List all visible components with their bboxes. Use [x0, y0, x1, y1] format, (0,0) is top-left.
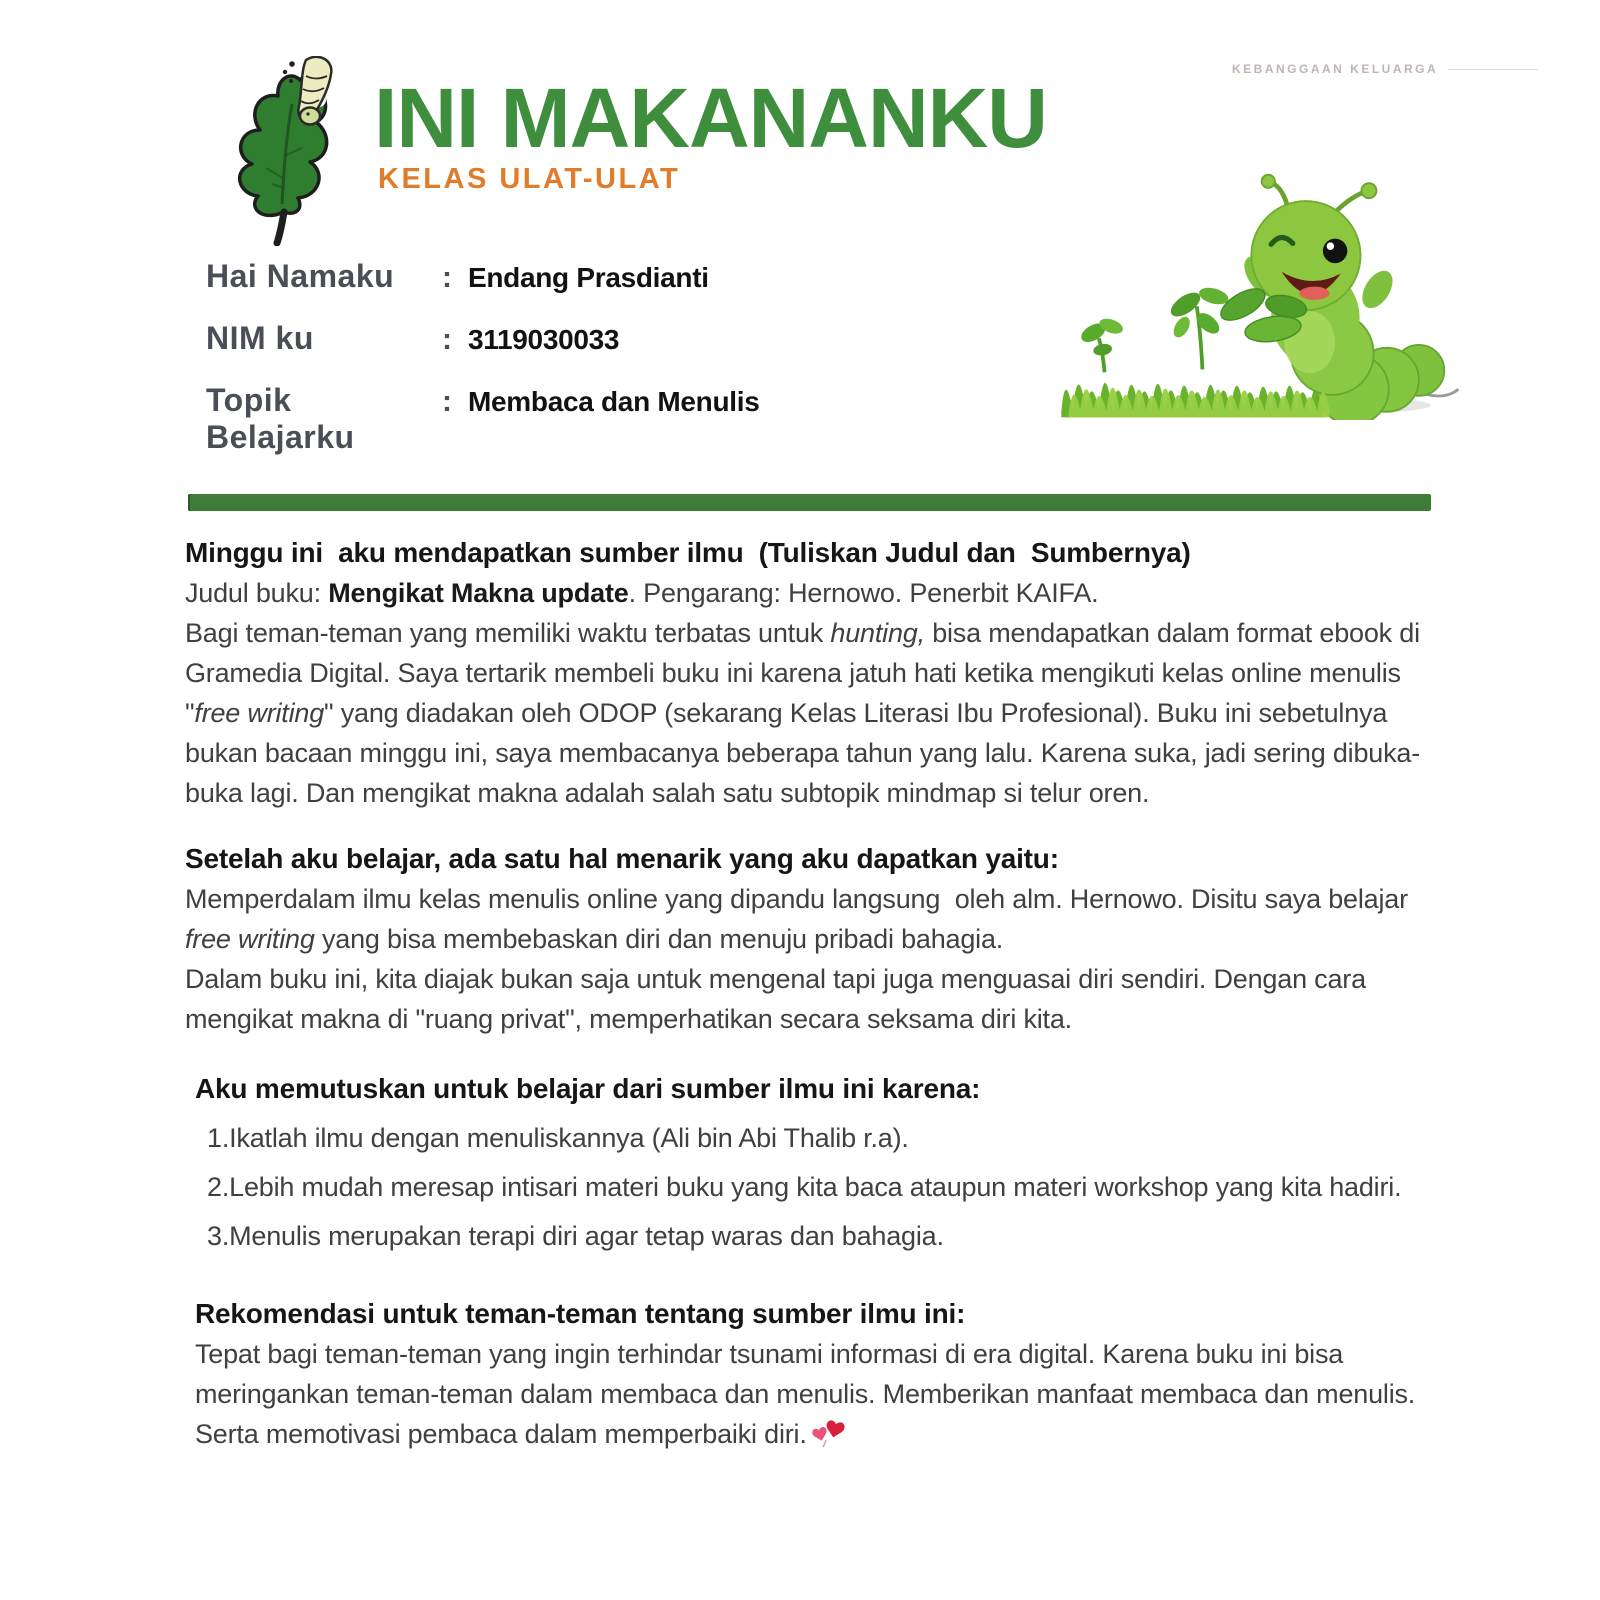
section-alasan-belajar [185, 1069, 1437, 1256]
section-heading: Rekomendasi untuk teman-teman tentang sumber ilmu ini: [195, 1298, 966, 1329]
two-hearts-icon [810, 1418, 847, 1448]
text-run: . Pengarang: Hernowo. Penerbit KAIFA. [628, 578, 1099, 608]
caterpillar-mascot [1050, 174, 1464, 420]
nim-value: 3119030033 [468, 324, 620, 355]
logo-text-block [374, 71, 1047, 196]
text-run: Bagi teman-teman yang memiliki waktu terbatas untuk [185, 618, 831, 648]
section-heading: Minggu ini aku mendapatkan sumber ilmu (Tuliskan Judul dan Sumbernya) [185, 537, 1191, 568]
section-sumber-ilmu [185, 533, 1437, 813]
book-title-bold: Mengikat Makna update [328, 578, 629, 608]
section-hal-menarik [185, 839, 1437, 1039]
text-run: " yang diadakan oleh ODOP (sekarang Kelas Literasi Ibu Profesional). Buku ini sebetulnya bukan bacaan minggu ini, saya membacanya beberapa tahun yang lalu. Karena suka, jadi sering dibuka-buka lagi. Dan mengikat makna adalah salah satu subtopik mindmap si telur oren. [185, 698, 1421, 808]
list-text: Ikatlah ilmu dengan menuliskannya (Ali bin Abi Thalib r.a). [229, 1123, 909, 1153]
field-row-nim [206, 320, 760, 357]
list-number: 1. [207, 1123, 230, 1153]
nim-colon: : [442, 323, 452, 356]
section-rekomendasi [185, 1294, 1437, 1454]
name-colon: : [442, 261, 452, 294]
italic-run: free writing [185, 924, 315, 954]
list-text: Lebih mudah meresap intisari materi buku yang kita baca ataupun materi workshop yang kita hadiri. [229, 1172, 1402, 1202]
list-item [195, 1118, 1437, 1158]
student-info-form [206, 258, 760, 481]
text-run: bisa mendapatkan dalam format ebook di Gramedia Digital. Saya tertarik membeli buku ini karena jatuh hati ketika mengikuti kelas online menulis " [185, 618, 1428, 728]
reason-list [195, 1118, 1437, 1256]
topic-value: Membaca dan Menulis [468, 386, 760, 417]
text-run: Tepat bagi teman-teman yang ingin terhindar tsunami informasi di era digital. Karena buku ini bisa meringankan teman-teman dalam membaca dan menulis. Memberikan manfaat membaca dan menulis. Serta memotivasi pembaca dalam memperbaiki diri. [195, 1339, 1423, 1449]
list-item [195, 1216, 1437, 1256]
topic-label: Topik Belajarku [206, 382, 355, 455]
app-subtitle: KELAS ULAT-ULAT [378, 163, 681, 195]
section-paragraph [185, 879, 1437, 959]
list-text: Menulis merupakan terapi diri agar tetap waras dan bahagia. [229, 1221, 944, 1251]
report-body [185, 520, 1437, 1454]
app-title: INI MAKANANKU [374, 71, 1047, 165]
text-run: Judul buku: [185, 578, 329, 608]
list-number: 2. [207, 1172, 230, 1202]
text-run: Memperdalam ilmu kelas menulis online yang dipandu langsung oleh alm. Hernowo. Disitu saya belajar [185, 884, 1416, 914]
section-paragraph [195, 1334, 1437, 1454]
italic-run: hunting, [830, 618, 925, 648]
name-label: Hai Namaku [206, 258, 395, 294]
field-row-name [206, 258, 760, 295]
italic-run: free writing [194, 698, 325, 728]
text-run: yang bisa membebaskan diri dan menuju pribadi bahagia. [314, 924, 1004, 954]
field-row-topic [206, 382, 760, 456]
topic-colon: : [442, 385, 452, 418]
section-divider-bar [188, 494, 1431, 511]
leaf-with-caterpillar-icon [222, 56, 342, 246]
section-heading: Setelah aku belajar, ada satu hal menarik yang aku dapatkan yaitu: [185, 843, 1059, 874]
section-heading: Aku memutuskan untuk belajar dari sumber ilmu ini karena: [195, 1073, 981, 1104]
list-item [195, 1167, 1437, 1207]
section-paragraph [185, 613, 1437, 813]
section-paragraph: Dalam buku ini, kita diajak bukan saja untuk mengenal tapi juga menguasai diri sendiri. Dengan cara mengikat makna di "ruang privat", memperhatikan secara seksama diri kita. [185, 964, 1374, 1034]
book-title-line [185, 573, 1437, 613]
nim-label: NIM ku [206, 320, 314, 356]
watermark-text: KEBANGGAAN KELUARGA [1232, 62, 1538, 76]
name-value: Endang Prasdianti [468, 262, 709, 293]
list-number: 3. [207, 1221, 230, 1251]
